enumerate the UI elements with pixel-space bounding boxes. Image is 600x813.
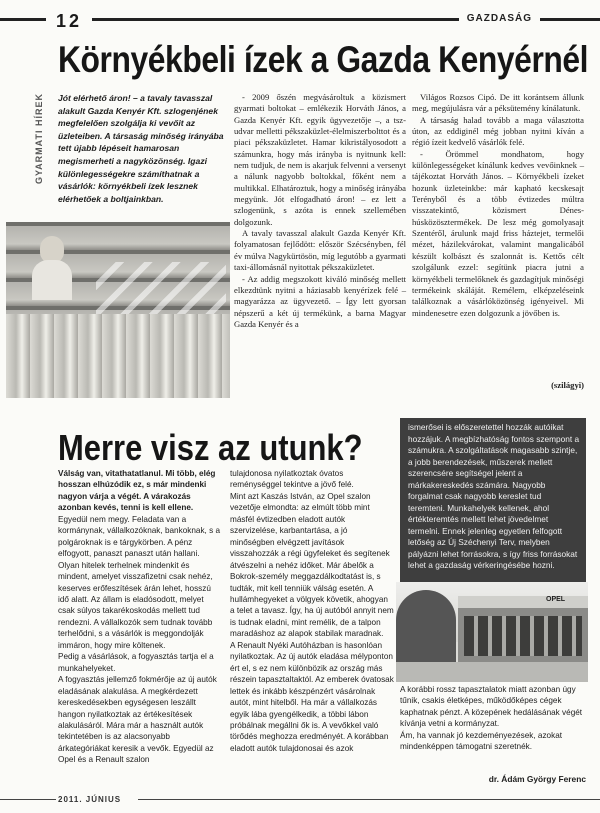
paragraph: A társaság halad tovább a maga választotta úton, az eddiginél még jobban nyitni kíván a régió ízeit kedvelő vásárlók felé. [412, 114, 584, 148]
article2-column-3 [400, 684, 586, 753]
paragraph: Mint azt Kaszás István, az Opel szalon vezetője elmondta: az elmúlt több mint másfél évtizedben eladott autók szervizelése, karbantartása, a jó minőségben elvégzett javítások visszahozzák a régi ügyfeleket és segítenek átvészelni a nehéz időket. Már ábelők a Bokrok-személy meggazdálkodtatást is, s tudták, mit kell tenniük válság esetén. A hullámhegyeket a völgyek követik, ahogyan a telet a tavasz. Így, ha új autóból annyit nem is tudnak eladni, mint remélik, de a talpon maradáshoz az alapok stabilak maradnak. [230, 491, 394, 639]
issue-date: 2011. JÚNIUS [58, 795, 122, 804]
article1-column-1 [234, 92, 406, 330]
footer-rule-left [0, 799, 56, 800]
page-number: 12 [46, 14, 92, 28]
section-label: GAZDASÁG [459, 12, 540, 26]
article2-column-1 [58, 468, 222, 766]
bakery-photo [6, 222, 230, 398]
dealership-sign: OPEL [546, 596, 566, 603]
category-text: GYARMATI HÍREK [34, 92, 44, 184]
dealership-building [458, 596, 588, 662]
article1-lead: Jót elérhető áron! – a tavaly tavasszal alakult Gazda Kenyér Kft. szlogenjének megfelelően szolgálja ki vevőit az üzleteiben. A társaság minőség irányába tett újabb lépéseit hamarosan megismerheti a nagyközönség. Igazi különlegességekre számíthatnak a vásárlók: környékbeli ízek lesznek elérhetőek a boltjainkban. [58, 93, 224, 204]
paragraph: - Az addig megszokott kiváló minőség mellett elkezdtünk nyitni a háziasabb kenyérízek felé – magyarázza az ügyvezető. – Így lett gyorsan népszerű a két új termékünk, a barna Magyar Gazda Kenyér és a [234, 273, 406, 329]
paragraph: - Örömmel mondhatom, hogy különlegességeket kínálunk kedves vevőinknek – tájékoztat Horváth János. – Környékbeli ízeket hozunk üzleteinkbe: már kapható kecskesajt Terényből és a több évtizedes múltra visszatekintő, közismert Dénes-húsközösztermékek. De lesz még gomolyasajt Szentéről, árulunk majd friss háztejet, termelői mézet, házilekvárokat, valamint mangalicából készült kolbászt és szalonnát is. Kettős célt szolgálunk ezzel: segítünk piacra jutni a környékbeli termelőknek és gazdagítjuk minőségi termékeink skáláját. Remélem, elképzeléseink találkoznak a vásárlóközönség igényeivel. Mi mindenesetre ezen dolgozunk a jövőben is. [412, 148, 584, 318]
paragraph: A korábbi rossz tapasztalatok miatt azonban úgy tűnik, csakis életképes, működőképes cégek kaphatnak pénzt. A közepének hedálásának végét kívánja vetni a kormányzat. [400, 685, 583, 729]
paragraph: - 2009 őszén megvásároltuk a közismert gyarmati boltokat – emlékezik Horváth János, a Gazda Kenyér Kft. egyik ügyvezetője –, a tsz-udvar melletti pékszaküzlet-élelmiszerbolttot és a piaci pékszaküzletet. Hamar kikristályosodott a számunkra, hogy más irányba is nyitnunk kell: nem tudjuk, de nem is akarjuk felvenni a versenyt a nálunk nagyobb boltokkal, főként nem a multikkal. Elhatároztuk, hogy a minőség irányába megyünk. Jót elfogadható áron! – ez lett a szlogenünk, s azóta is ennek szellemében dolgozunk. [234, 92, 406, 227]
paragraph: A fogyasztás jellemző fokmérője az új autók eladásának alakulása. A megkérdezett kereskedésekben egységesen leszállt hangon nyilatkoztak az értékesítések alakulásáról. Mára már a használt autók tekintetében is az alacsonyabb árkategóriákat keresik a vevők. Egyedül az Opel és a Renault szalon [58, 675, 217, 765]
shop-assistant-figure [32, 236, 72, 298]
highlight-box [400, 418, 586, 582]
footer-rule-right [138, 799, 600, 800]
paragraph: Világos Rozsos Cipó. De itt korántsem állunk meg, megújulásra vár a péksütemény kínálatunk. [412, 92, 584, 114]
paragraph: Pedig a vásárlások, a fogyasztás tartja el a munkahelyeket. [58, 652, 214, 673]
category-label [34, 74, 48, 184]
paragraph-intro: Válság van, vitathatatlanul. Mi több, elég hosszan elhúzódik ez, s már mindenki nagyon várja a végét. A várakozás azonban kevés, tenni is kell ellene. [58, 469, 216, 513]
article2-signature: dr. Ádám György Ferenc [488, 774, 586, 784]
paragraph: Ám, ha vannak jó kezdeményezések, azokat mindenképpen támogatni szeretnék. [400, 730, 563, 752]
article2-column-2 [230, 468, 394, 754]
bread-counter [6, 314, 230, 398]
paragraph: Egyedül nem megy. Feladata van a kormánynak, vállalkozóknak, bankoknak, s a polgároknak is e tárgykörben. A pénz elfogyott, panaszt panaszt után hallani. Olyan hitelek terhelnek mindenkit és mindent, amelyet visszafizetni csak nehéz, keserves erőfeszítések árán lehet, hosszú idő alatt. Az állam is eladósodott, melyet csak súlyos takarékoskodás mellett tud rendezni. A vállalkozók sem tudnak tovább terhelődni, s a vásárlók is meggondolják immáron, hogy mire költenek. [58, 514, 221, 650]
trees [396, 590, 456, 670]
article1-title: Környékbeli ízek a Gazda Kenyérnél [58, 39, 589, 80]
highlight-text: ismerősei is előszeretettel hozzák autóikat hozzájuk. A megbízhatóság fontos szempont a számukra. A szolgáltatások magasabb szintje, a jobb berendezések, műszerek mellett szerencsére segítségel jelent a márkakereskedés számára. Nagyobb forgalmat csak nagyobb kereslet tud teremteni. Munkahelyek kellenek, ahol értékteremtés mellett lehet jövedelmet termelni. Ennek jelenleg egyetlen felfogott letőség az Új Széchenyi Terv, melyben pályázni lehet forrásokra, s így friss forrásokat lehet a gazdaság vérkeringésébe hozni. [408, 422, 580, 570]
paragraph: tulajdonosa nyilatkoztak óvatos reménységgel tekintve a jövő felé. [230, 469, 354, 490]
article2-title: Merre visz az utunk? [58, 427, 363, 468]
car-dealership-photo [396, 582, 588, 682]
paragraph: A Renault Nyéki Autóházban is hasonlóan nyilatkoztak. Az új autók eladása mélyponton ért el, s ez nem különbözik az ország más részein tapasztaltaktól. Az emberek óvatosak lettek és inkább készpénzért vásárolnak autót, mint hitelből. Ha már a vállalkozás egyik lába gyengélkedik, a többi lábon próbálnak megállni ők is. A vevőkkel való törődés meghozza eredményét. A korábban eladott autók tulajdonosai és azok [230, 640, 394, 753]
article1-column-2 [412, 92, 584, 319]
paragraph: A tavaly tavasszal alakult Gazda Kenyér Kft. folyamatosan fejlődött: először Szécsényben, fél év múlva Nagykürtösön, míg legutóbb a gyarmati taxi-állomásnál nyitottak pékszaküzletet. [234, 228, 406, 273]
article1-signature: (szilágyi) [551, 380, 584, 390]
